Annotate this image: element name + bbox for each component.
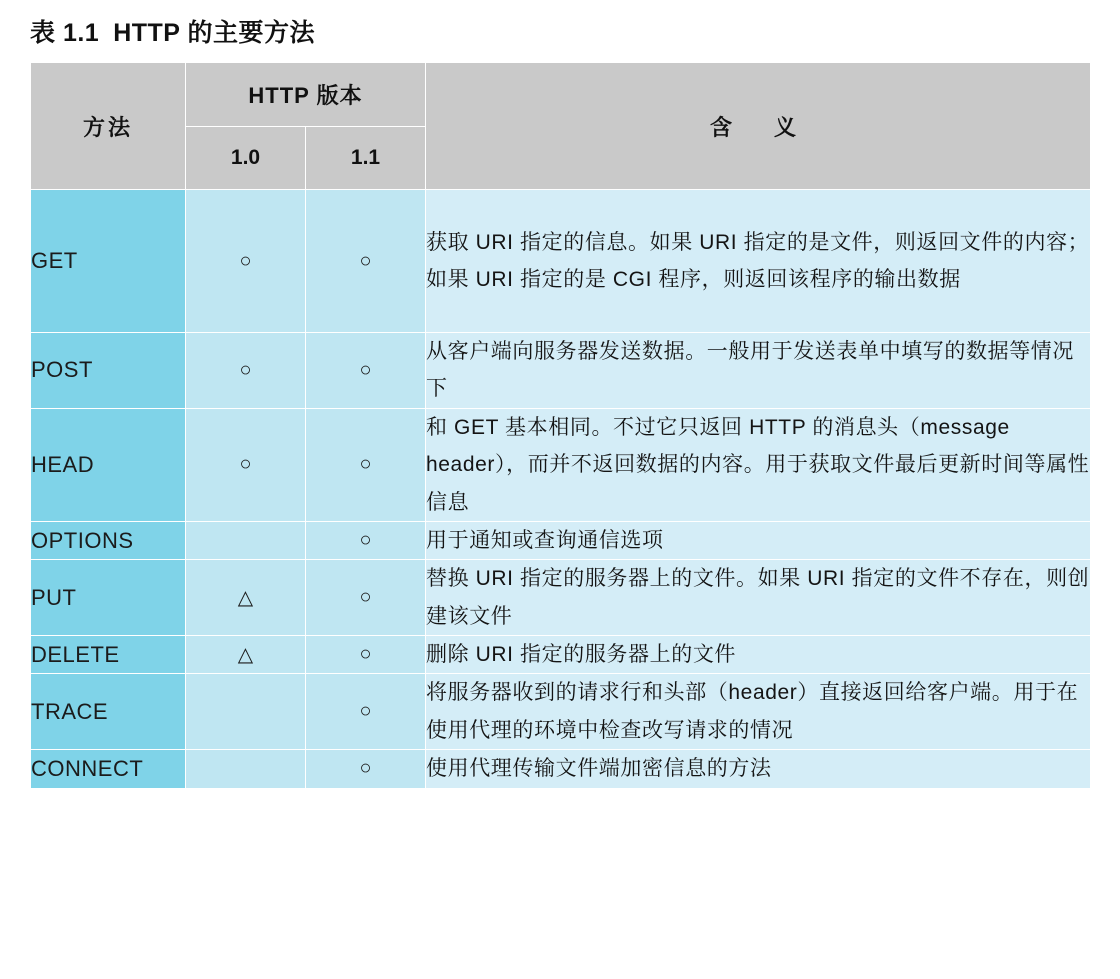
cell-version-1-1: ○ bbox=[306, 560, 426, 636]
cell-meaning: 删除 URI 指定的服务器上的文件 bbox=[426, 636, 1091, 674]
header-http-version: HTTP 版本 bbox=[186, 63, 426, 127]
cell-version-1-0: ○ bbox=[186, 333, 306, 409]
cell-version-1-1: ○ bbox=[306, 750, 426, 788]
cell-method: OPTIONS bbox=[31, 521, 186, 559]
table-caption bbox=[0, 0, 1120, 62]
cell-version-1-0 bbox=[186, 750, 306, 788]
cell-version-1-1: ○ bbox=[306, 521, 426, 559]
cell-version-1-1: ○ bbox=[306, 408, 426, 521]
table-row bbox=[31, 408, 1091, 521]
cell-method: TRACE bbox=[31, 674, 186, 750]
cell-meaning: 和 GET 基本相同。不过它只返回 HTTP 的消息头（message header），而并不返回数据的内容。用于获取文件最后更新时间等属性信息 bbox=[426, 408, 1091, 521]
cell-version-1-0: △ bbox=[186, 636, 306, 674]
cell-method: DELETE bbox=[31, 636, 186, 674]
table-row bbox=[31, 560, 1091, 636]
caption-number: 表 1.1 bbox=[30, 19, 100, 47]
header-version-1-1: 1.1 bbox=[306, 126, 426, 190]
cell-method: POST bbox=[31, 333, 186, 409]
cell-meaning: 将服务器收到的请求行和头部（header）直接返回给客户端。用于在使用代理的环境中检查改写请求的情况 bbox=[426, 674, 1091, 750]
table-header-row-1 bbox=[31, 63, 1091, 127]
header-version-1-0: 1.0 bbox=[186, 126, 306, 190]
cell-version-1-0: △ bbox=[186, 560, 306, 636]
cell-version-1-1: ○ bbox=[306, 190, 426, 333]
table-row bbox=[31, 636, 1091, 674]
caption-text: HTTP 的主要方法 bbox=[113, 19, 315, 47]
header-meaning: 含 义 bbox=[426, 63, 1091, 190]
table-body bbox=[31, 190, 1091, 789]
cell-method: CONNECT bbox=[31, 750, 186, 788]
cell-version-1-0 bbox=[186, 674, 306, 750]
header-method: 方法 bbox=[31, 63, 186, 190]
cell-version-1-1: ○ bbox=[306, 636, 426, 674]
cell-meaning: 获取 URI 指定的信息。如果 URI 指定的是文件，则返回文件的内容；如果 URI 指定的是 CGI 程序，则返回该程序的输出数据 bbox=[426, 190, 1091, 333]
cell-version-1-0 bbox=[186, 521, 306, 559]
table-row bbox=[31, 521, 1091, 559]
cell-meaning: 使用代理传输文件端加密信息的方法 bbox=[426, 750, 1091, 788]
table-row bbox=[31, 750, 1091, 788]
cell-method: PUT bbox=[31, 560, 186, 636]
cell-version-1-1: ○ bbox=[306, 333, 426, 409]
table-row bbox=[31, 190, 1091, 333]
cell-method: HEAD bbox=[31, 408, 186, 521]
http-methods-table bbox=[30, 62, 1091, 789]
cell-meaning: 从客户端向服务器发送数据。一般用于发送表单中填写的数据等情况下 bbox=[426, 333, 1091, 409]
cell-meaning: 用于通知或查询通信选项 bbox=[426, 521, 1091, 559]
table-row bbox=[31, 674, 1091, 750]
cell-meaning: 替换 URI 指定的服务器上的文件。如果 URI 指定的文件不存在，则创建该文件 bbox=[426, 560, 1091, 636]
cell-method: GET bbox=[31, 190, 186, 333]
cell-version-1-0: ○ bbox=[186, 190, 306, 333]
cell-version-1-0: ○ bbox=[186, 408, 306, 521]
cell-version-1-1: ○ bbox=[306, 674, 426, 750]
table-row bbox=[31, 333, 1091, 409]
table-header bbox=[31, 63, 1091, 190]
